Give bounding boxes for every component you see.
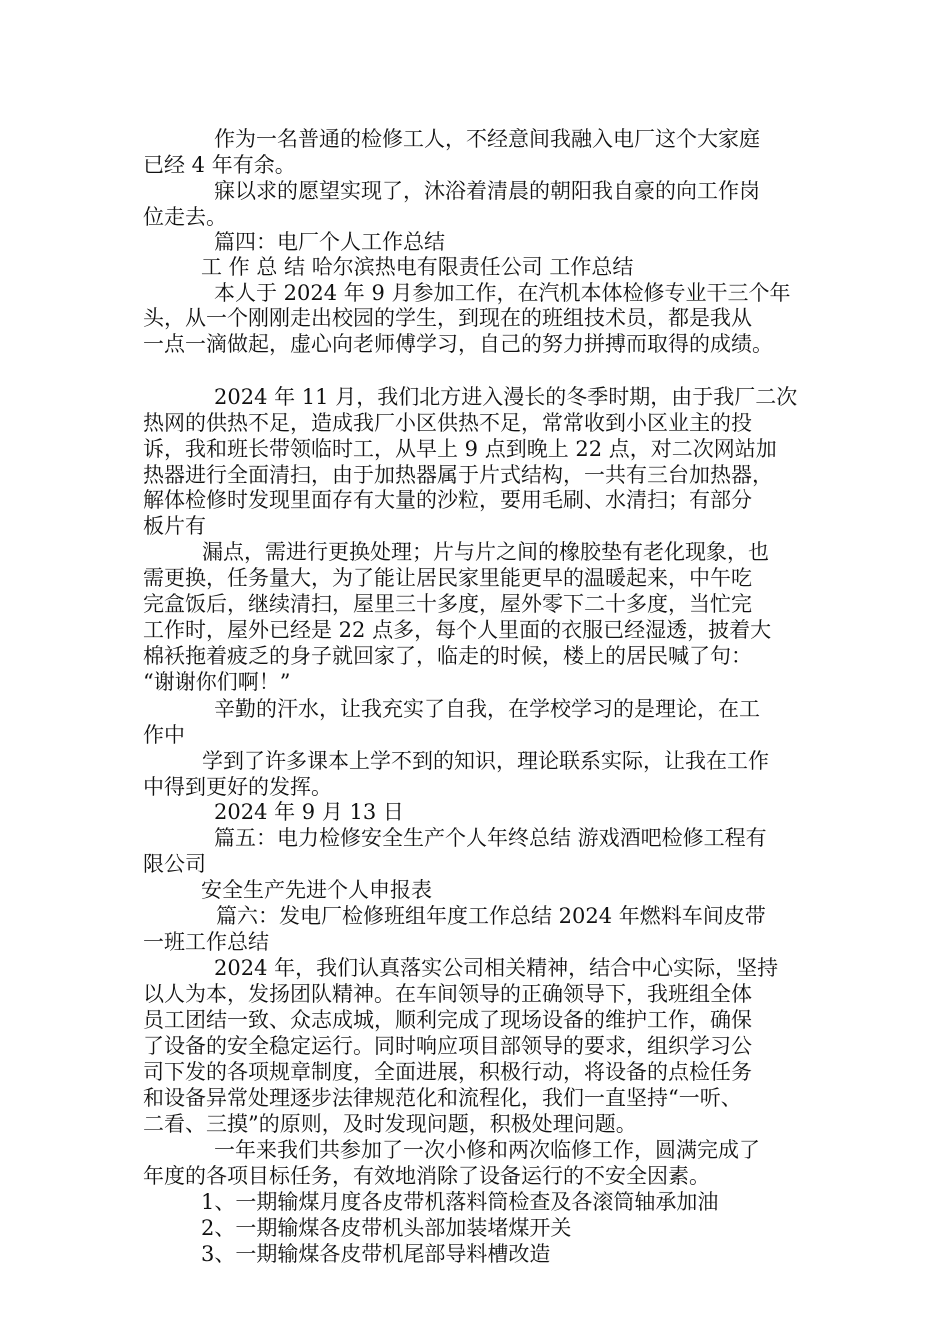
text-line: 限公司 — [143, 852, 206, 876]
text-line: 漏点，需进行更换处理；片与片之间的橡胶垫有老化现象，也 — [202, 540, 769, 564]
text-line: 板片有 — [143, 514, 206, 538]
text-line: 本人于 2024 年 9 月参加工作，在汽机本体检修专业干三个年 — [214, 281, 791, 305]
date-line: 2024 年 9 月 13 日 — [214, 800, 404, 824]
text-line: 诉，我和班长带领临时工，从早上 9 点到晚上 22 点，对二次网站加 — [143, 437, 777, 461]
list-item: 1、一期输煤月度各皮带机落料筒检查及各滚筒轴承加油 — [201, 1190, 719, 1214]
text-line: 中得到更好的发挥。 — [143, 775, 332, 799]
text-line: 作为一名普通的检修工人，不经意间我融入电厂这个大家庭 — [214, 127, 760, 151]
text-line: 头，从一个刚刚走出校园的学生，到现在的班组技术员，都是我从 — [143, 306, 752, 330]
text-line: 已经 4 年有余。 — [143, 153, 296, 177]
text-line: 了设备的安全稳定运行。同时响应项目部领导的要求，组织学习公 — [143, 1034, 752, 1058]
text-line: 2024 年 11 月，我们北方进入漫长的冬季时期，由于我厂二次 — [214, 385, 798, 409]
text-line: 和设备异常处理逐步法律规范化和流程化，我们一直坚持“一听、 — [143, 1086, 742, 1110]
text-line: 工 作 总 结 哈尔滨热电有限责任公司 工作总结 — [201, 255, 634, 279]
section-heading: 篇六：发电厂检修班组年度工作总结 2024 年燃料车间皮带 — [216, 904, 766, 928]
text-line: “谢谢你们啊！” — [143, 670, 291, 694]
text-line: 寐以求的愿望实现了，沐浴着清晨的朝阳我自豪的向工作岗 — [214, 179, 760, 203]
list-item: 2、一期输煤各皮带机头部加装堵煤开关 — [201, 1216, 572, 1240]
text-line: 一点一滴做起，虚心向老师傅学习，自己的努力拼搏而取得的成绩。 — [143, 332, 773, 356]
text-line: 员工团结一致、众志成城，顺利完成了现场设备的维护工作，确保 — [143, 1008, 752, 1032]
text-line: 位走去。 — [143, 205, 227, 229]
text-line: 热网的供热不足，造成我厂小区供热不足，常常收到小区业主的投 — [143, 411, 752, 435]
section-heading: 篇五：电力检修安全生产个人年终总结 游戏酒吧检修工程有 — [214, 826, 767, 850]
text-line: 热器进行全面清扫，由于加热器属于片式结构，一共有三台加热器， — [143, 463, 773, 487]
text-line: 安全生产先进个人申报表 — [201, 878, 432, 902]
text-line: 以人为本，发扬团队精神。在车间领导的正确领导下，我班组全体 — [143, 982, 752, 1006]
text-line: 棉袄拖着疲乏的身子就回家了，临走的时候，楼上的居民喊了句： — [143, 644, 752, 668]
text-line: 辛勤的汗水，让我充实了自我，在学校学习的是理论，在工 — [214, 697, 760, 721]
section-heading: 篇四：电厂个人工作总结 — [214, 230, 445, 254]
text-line: 需更换，任务量大，为了能让居民家里能更早的温暖起来，中午吃 — [143, 566, 752, 590]
text-line: 司下发的各项规章制度，全面进展，积极行动，将设备的点检任务 — [143, 1060, 752, 1084]
text-line: 一年来我们共参加了一次小修和两次临修工作，圆满完成了 — [214, 1138, 760, 1162]
text-line: 完盒饭后，继续清扫，屋里三十多度，屋外零下二十多度，当忙完 — [143, 592, 752, 616]
text-line: 学到了许多课本上学不到的知识，理论联系实际，让我在工作 — [202, 749, 769, 773]
text-line: 年度的各项目标任务，有效地消除了设备运行的不安全因素。 — [143, 1164, 710, 1188]
text-line: 2024 年，我们认真落实公司相关精神，结合中心实际，坚持 — [214, 956, 779, 980]
text-line: 一班工作总结 — [143, 930, 269, 954]
list-item: 3、一期输煤各皮带机尾部导料槽改造 — [201, 1242, 551, 1266]
text-line: 工作时，屋外已经是 22 点多，每个人里面的衣服已经湿透，披着大 — [143, 618, 772, 642]
text-line: 作中 — [143, 723, 185, 747]
text-line: 二看、三摸”的原则，及时发现问题，积极处理问题。 — [143, 1112, 637, 1136]
text-line: 解体检修时发现里面存有大量的沙粒，要用毛刷、水清扫；有部分 — [143, 488, 752, 512]
